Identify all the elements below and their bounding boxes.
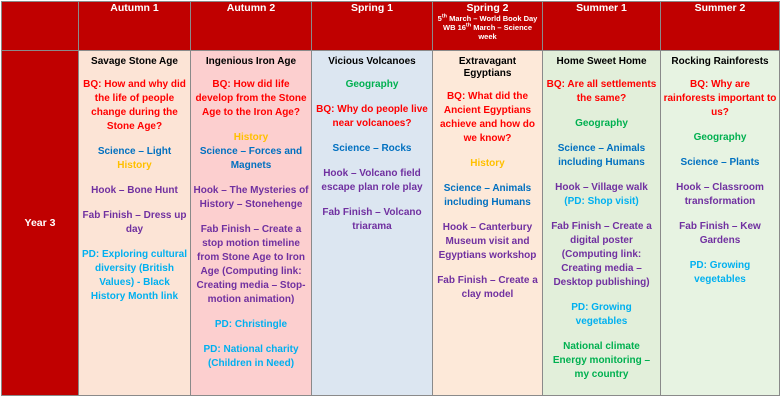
plan-item: PD: Growing vegetables xyxy=(689,260,751,285)
term-name: Summer 1 xyxy=(576,2,627,14)
plan-item: PD: National charity (Children in Need) xyxy=(203,344,299,369)
plan-item: Geography xyxy=(345,79,399,90)
cell-summer-1 xyxy=(543,51,661,396)
topic-title: Vicious Volcanoes xyxy=(328,56,416,67)
term-note: 5th March – World Book Day xyxy=(437,13,538,23)
plan-item: BQ: Are all settlements the same? xyxy=(546,79,657,104)
term-header-spring-2 xyxy=(433,2,543,51)
plan-item: Science – Light xyxy=(97,146,172,157)
corner-cell xyxy=(2,2,79,51)
plan-item: (PD: Shop visit) xyxy=(564,196,639,207)
cell-spring-2 xyxy=(433,51,543,396)
term-name: Autumn 2 xyxy=(226,2,276,14)
plan-item: Fab Finish – Create a clay model xyxy=(437,275,538,300)
plan-item: National climate Energy monitoring – my country xyxy=(552,341,651,380)
plan-item: Science – Rocks xyxy=(332,143,412,154)
topic-title: Extravagant Egyptians xyxy=(458,56,517,79)
plan-item: Fab Finish – Kew Gardens xyxy=(679,221,761,246)
plan-item: Fab Finish – Volcano triarama xyxy=(322,207,422,232)
plan-item: Geography xyxy=(575,118,628,129)
topic-title: Home Sweet Home xyxy=(556,56,647,67)
year-row xyxy=(2,51,780,396)
plan-item: Hook – Classroom transformation xyxy=(676,182,764,207)
term-header-row xyxy=(2,2,780,51)
plan-item: History xyxy=(117,160,152,171)
term-header-autumn-2 xyxy=(191,2,312,51)
plan-item: BQ: Why do people live near volcanoes? xyxy=(316,104,428,129)
term-header-summer-2 xyxy=(661,2,780,51)
plan-item: Science – Animals including Humans xyxy=(443,183,532,208)
plan-item: History xyxy=(233,132,269,143)
plan-item: PD: Exploring cultural diversity (British Values) - Black History Month link xyxy=(81,249,187,302)
plan-item: Geography xyxy=(693,132,747,143)
plan-item: Fab Finish – Dress up day xyxy=(82,210,187,235)
term-note: WB 16th March – Science week xyxy=(443,22,532,41)
plan-item: Science – Plants xyxy=(680,157,760,168)
plan-item: Science – Forces and Magnets xyxy=(199,146,303,171)
plan-item: Fab Finish – Create a digital poster (Computing link: Creating media – Desktop publishing) xyxy=(551,221,652,288)
plan-item: BQ: How did life develop from the Stone Age to the Iron Age? xyxy=(195,79,307,118)
year-label: Year 3 xyxy=(2,51,79,396)
term-name: Spring 1 xyxy=(350,2,393,14)
cell-autumn-2 xyxy=(191,51,312,396)
plan-item: BQ: How and why did the life of people change during the Stone Age? xyxy=(83,79,186,132)
topic-title: Rocking Rainforests xyxy=(671,56,769,67)
term-name: Spring 2 xyxy=(466,2,509,14)
plan-item: Science – Animals including Humans xyxy=(557,143,646,168)
plan-item: Hook – Village walk xyxy=(555,182,648,193)
cell-summer-2 xyxy=(661,51,780,396)
term-header-summer-1 xyxy=(543,2,661,51)
term-name: Summer 2 xyxy=(694,2,746,14)
plan-item: PD: Growing vegetables xyxy=(571,302,632,327)
plan-item: BQ: Why are rainforests important to us? xyxy=(663,79,777,118)
plan-item: BQ: What did the Ancient Egyptians achieve and how do we know? xyxy=(439,91,536,144)
topic-title: Savage Stone Age xyxy=(91,56,178,67)
plan-item: Fab Finish – Create a stop motion timeline from Stone Age to Iron Age (Computing link: Creating media – Stop-motion animation) xyxy=(196,224,306,305)
plan-item: Hook – The Mysteries of History – Stonehenge xyxy=(193,185,309,210)
plan-item: Hook – Canterbury Museum visit and Egyptians workshop xyxy=(438,222,537,261)
term-name: Autumn 1 xyxy=(110,2,159,14)
curriculum-table xyxy=(1,1,780,396)
topic-title: Ingenious Iron Age xyxy=(205,56,297,67)
cell-spring-1 xyxy=(312,51,433,396)
term-header-spring-1 xyxy=(312,2,433,51)
term-header-autumn-1 xyxy=(79,2,191,51)
cell-autumn-1 xyxy=(79,51,191,396)
plan-item: Hook – Bone Hunt xyxy=(91,185,178,196)
plan-item: Hook – Volcano field escape plan role play xyxy=(321,168,423,193)
plan-item: History xyxy=(470,158,505,169)
plan-item: PD: Christingle xyxy=(214,319,288,330)
